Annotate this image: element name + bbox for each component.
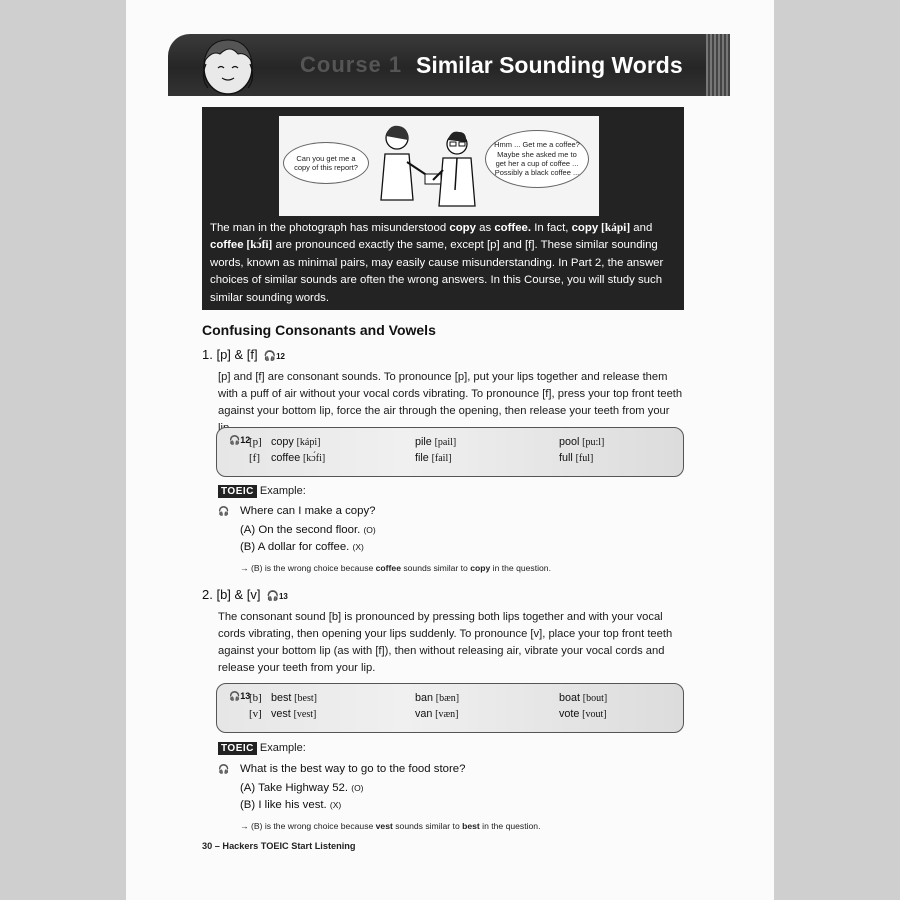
- mascot-illustration: [190, 34, 266, 96]
- header-hatch-decoration: [706, 34, 730, 96]
- minimal-pairs-box: [216, 427, 684, 477]
- section-header-bar: [168, 34, 730, 96]
- speech-bubble-man: Hmm ... Get me a coffee? Maybe she asked me to get her a cup of coffee ... Possibly a black coffee ...: [485, 130, 589, 188]
- headphone-icon: 🎧12: [229, 435, 251, 445]
- headphone-icon: 🎧: [218, 506, 230, 516]
- speech-bubble-woman: Can you get me a copy of this report?: [283, 142, 369, 184]
- course-label: Course 1: [300, 52, 403, 77]
- track-number: 12: [276, 352, 285, 361]
- explanation: → (B) is the wrong choice because coffee sounds similar to copy in the question.: [240, 563, 551, 573]
- item-description: The consonant sound [b] is pronounced by pressing both lips together and with your vocal cords vibrating, then opening your lips suddenly. To pronounce [v], place your top front teeth against your bottom lip (as with [f]), then without releasing air, vibrate your vocal cords and release your teeth from your lip.: [218, 611, 673, 674]
- track-number: 13: [278, 592, 288, 601]
- example-question: 🎧 What is the best way to go to the food store?: [218, 763, 466, 775]
- headphone-icon: 🎧: [266, 591, 279, 602]
- example-question: 🎧 Where can I make a copy?: [218, 505, 376, 517]
- textbook-page: [126, 0, 774, 900]
- pair-column: pile [pail] file [fail]: [415, 436, 457, 464]
- toeic-badge: TOEIC: [218, 742, 257, 755]
- pair-column: ban [bæn] van [væn]: [415, 692, 460, 720]
- people-illustration: [371, 120, 487, 214]
- item-description: [p] and [f] are consonant sounds. To pronounce [p], put your lips together and release them with a puff of air without your vocal cords vibrating. To pronounce [f], press your top front teeth against your bottom lip, force the air through the opening, then release your teeth from your: [218, 371, 683, 417]
- answer-choice: (A) Take Highway 52. (O): [240, 782, 364, 794]
- item-heading: 2. [b] & [v] 🎧13: [202, 587, 288, 602]
- pair-column: [p] copy [kápi] [f] coffee [kɔ́fi]: [249, 436, 326, 464]
- toeic-example-label: TOEIC Example:: [218, 485, 306, 498]
- headphone-icon: 🎧: [263, 351, 277, 362]
- intro-text: The man in the photograph has misunderstood copy as coffee. In fact, copy [kápi] and coffee [kɔ́fi] are pronounced exactly the same, except [p] and [f]. These similar sounding words, known as minimal pairs, may easily cause misunderstanding. In Part 2, the answer choices of similar sounds are often the wrong answers. In this Course, you will study such similar sounding words.: [210, 222, 664, 304]
- page-title: Similar Sounding Words: [416, 52, 683, 78]
- section-heading: Confusing Consonants and Vowels: [202, 322, 436, 338]
- pair-column: pool [pu:l] full [ful]: [559, 436, 605, 464]
- explanation: → (B) is the wrong choice because vest sounds similar to best in the question.: [240, 821, 541, 831]
- item-heading: 1. [p] & [f] 🎧12: [202, 347, 285, 362]
- answer-choice: (B) I like his vest. (X): [240, 799, 342, 811]
- pair-column: boat [bout] vote [vout]: [559, 692, 608, 720]
- minimal-pairs-box: [216, 683, 684, 733]
- intro-box: [202, 107, 684, 310]
- toeic-example-label: TOEIC Example:: [218, 742, 306, 755]
- answer-choice: (B) A dollar for coffee. (X): [240, 541, 364, 553]
- answer-choice: (A) On the second floor. (O): [240, 524, 376, 536]
- intro-illustration: [279, 116, 599, 216]
- headphone-icon: 🎧13: [229, 691, 251, 701]
- page-footer: 30 – Hackers TOEIC Start Listening: [202, 841, 356, 851]
- pair-column: [b] best [best] [v] vest [vest]: [249, 692, 317, 720]
- toeic-badge: TOEIC: [218, 485, 257, 498]
- headphone-icon: 🎧: [218, 764, 230, 774]
